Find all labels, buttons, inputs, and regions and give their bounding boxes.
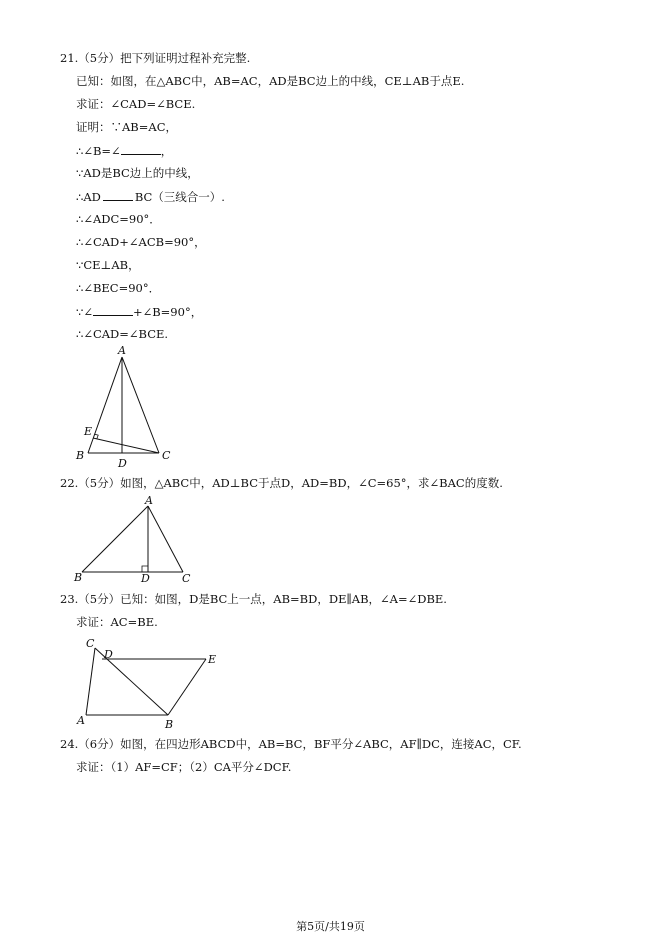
q21-step-4-text: ∴AD bbox=[76, 190, 101, 204]
q21-step-4-tail: BC（三线合一）. bbox=[134, 190, 225, 204]
q21-segment-ac bbox=[122, 357, 159, 453]
q21-label-b: B bbox=[76, 449, 85, 462]
q23-label-b: B bbox=[165, 718, 174, 731]
q22-label-a: A bbox=[145, 494, 153, 507]
q21-step-2-tail: ， bbox=[160, 144, 173, 158]
q22-label-c: C bbox=[182, 572, 191, 585]
q21-segment-ce bbox=[93, 438, 159, 453]
q21-step-9-tail: +∠B=90°， bbox=[132, 305, 203, 319]
q21-step-10: ∴∠CAD=∠BCE. bbox=[76, 327, 169, 341]
q22-text: 22.（5分）如图，△ABC中，AD⊥BC于点D，AD=BD，∠C=65°，求∠BAC的度数. bbox=[60, 476, 503, 490]
q21-step-9 bbox=[76, 303, 202, 320]
answer-blank-3[interactable] bbox=[93, 303, 133, 316]
q21-segment-ab bbox=[88, 357, 122, 453]
q21-step-4 bbox=[76, 188, 225, 205]
q21-label-d: D bbox=[118, 457, 127, 470]
answer-blank-2[interactable] bbox=[103, 188, 133, 201]
q22-label-b: B bbox=[74, 571, 83, 584]
q21-step-6: ∴∠CAD+∠ACB=90°， bbox=[76, 235, 206, 249]
q23-label-e: E bbox=[208, 653, 217, 666]
q21-step-7: ∵CE⊥AB， bbox=[76, 258, 140, 272]
q21-step-8: ∴∠BEC=90°． bbox=[76, 281, 161, 295]
q21-given: 已知：如图，在△ABC中，AB=AC，AD是BC边上的中线，CE⊥AB于点E. bbox=[76, 74, 465, 88]
q23-figure bbox=[70, 633, 230, 733]
q22-segment-ab bbox=[82, 506, 148, 572]
q23-prove: 求证：AC=BE. bbox=[76, 615, 158, 629]
q23-label-c: C bbox=[86, 637, 95, 650]
q21-label-c: C bbox=[162, 449, 171, 462]
q21-prove: 求证：∠CAD=∠BCE. bbox=[76, 97, 196, 111]
q21-step-2-text: ∴∠B=∠ bbox=[76, 144, 121, 158]
q21-step-3: ∵AD是BC边上的中线， bbox=[76, 166, 199, 180]
q21-step-1: 证明：∵AB=AC， bbox=[76, 120, 177, 134]
q21-step-2 bbox=[76, 142, 172, 159]
q22-segment-ac bbox=[148, 506, 183, 572]
q21-step-9-text: ∵∠ bbox=[76, 305, 93, 319]
q24-prove: 求证：（1）AF=CF；（2）CA平分∠DCF. bbox=[76, 760, 292, 774]
q23-segment-eb bbox=[168, 659, 206, 715]
q23-segment-ac bbox=[86, 648, 95, 715]
q23-label-a: A bbox=[77, 714, 85, 727]
q21-label-a: A bbox=[118, 344, 126, 357]
page-footer: 第5页/共19页 bbox=[296, 920, 365, 933]
q22-triangle-figure bbox=[70, 494, 200, 589]
q23-text: 23.（5分）已知：如图，D是BC上一点，AB=BD，DE∥AB，∠A=∠DBE. bbox=[60, 592, 447, 606]
q21-step-5: ∴∠ADC=90°． bbox=[76, 212, 161, 226]
q21-label-e: E bbox=[84, 425, 93, 438]
q21-title: 21.（5分）把下列证明过程补充完整. bbox=[60, 51, 251, 65]
q22-label-d: D bbox=[141, 572, 150, 585]
q24-text: 24.（6分）如图，在四边形ABCD中，AB=BC，BF平分∠ABC，AF∥DC，连接AC，CF. bbox=[60, 737, 522, 751]
answer-blank-1[interactable] bbox=[121, 142, 161, 155]
q23-label-d: D bbox=[104, 648, 113, 661]
q21-triangle-figure bbox=[70, 340, 180, 470]
